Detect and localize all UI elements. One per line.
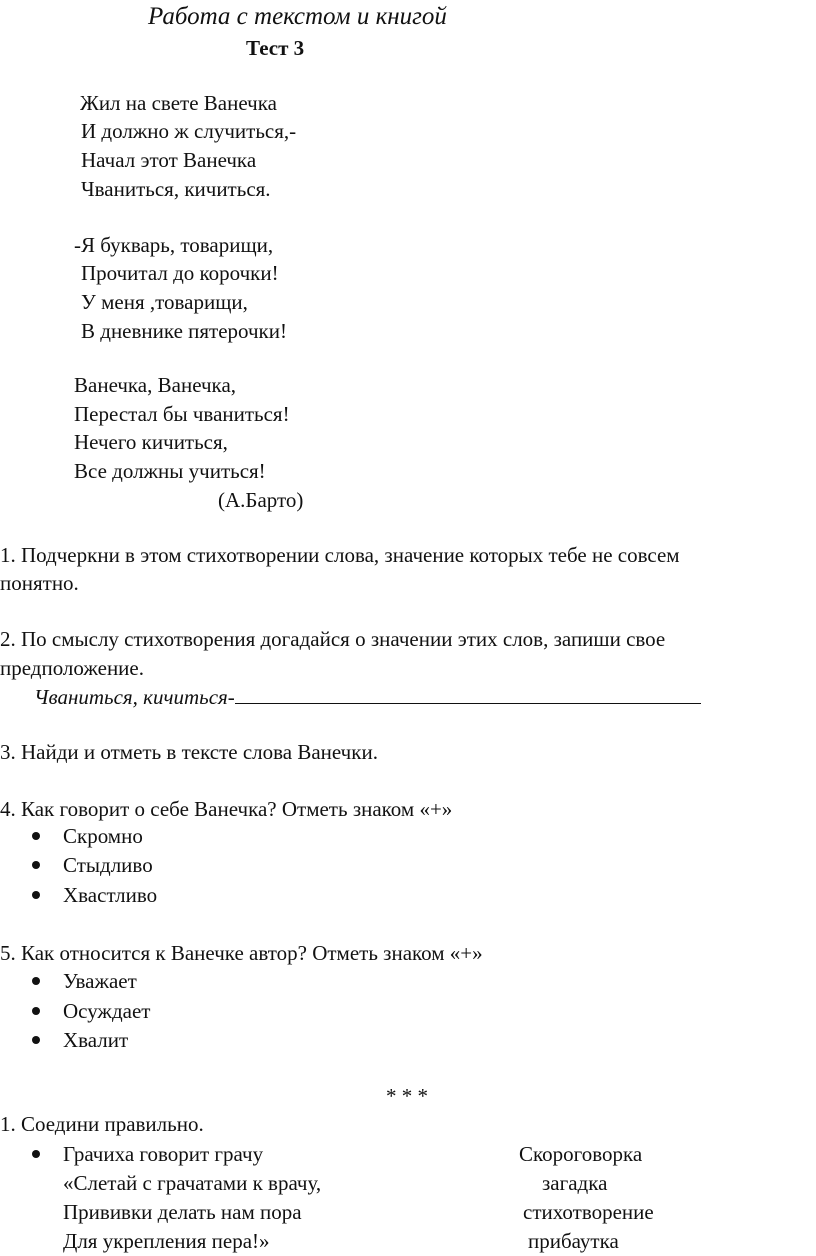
matching-right-item: прибаутка: [528, 1229, 619, 1253]
answer-blank-line[interactable]: [235, 685, 701, 704]
question-1: 1. Подчеркни в этом стихотворении слова, значение которых тебе не совсем: [0, 543, 680, 567]
test-number: Тест 3: [246, 36, 305, 60]
bullet-icon: [32, 977, 40, 985]
bullet-icon: [32, 861, 40, 869]
question-1-continued: понятно.: [0, 571, 79, 595]
question-4: 4. Как говорит о себе Ванечка? Отметь знаком «+»: [0, 797, 453, 821]
option-item: Скромно: [63, 824, 143, 848]
matching-left-line: Прививки делать нам пора: [63, 1200, 302, 1224]
option-item: Хвастливо: [63, 883, 158, 907]
section-separator: * * *: [386, 1084, 428, 1108]
poem-line: Перестал бы чваниться!: [74, 402, 290, 426]
poem-line: В дневнике пятерочки!: [81, 319, 287, 343]
matching-right-item: загадка: [542, 1171, 608, 1195]
matching-right-item: стихотворение: [523, 1200, 654, 1224]
page-title: Работа с текстом и книгой: [148, 3, 447, 30]
bullet-icon: [32, 1150, 40, 1158]
answer-prompt: Чваниться, кичиться-: [34, 685, 235, 709]
poem-author: (А.Барто): [218, 488, 304, 512]
poem-line: Ванечка, Ванечка,: [74, 373, 237, 397]
matching-left-line: Грачиха говорит грачу: [63, 1142, 264, 1166]
question-2: 2. По смыслу стихотворения догадайся о значении этих слов, запиши свое: [0, 627, 666, 651]
answer-row: [34, 683, 701, 712]
poem-line: Жил на свете Ванечка: [80, 91, 277, 115]
poem-line: У меня ,товарищи,: [81, 290, 248, 314]
matching-left-line: «Слетай с грачатами к врачу,: [63, 1171, 322, 1195]
section-2-question-1: 1. Соедини правильно.: [0, 1112, 204, 1136]
bullet-icon: [32, 1036, 40, 1044]
question-3: 3. Найди и отметь в тексте слова Ванечки.: [0, 740, 378, 764]
poem-line: Чваниться, кичиться.: [81, 177, 271, 201]
option-item: Хвалит: [63, 1028, 129, 1052]
poem-line: Нечего кичиться,: [74, 430, 228, 454]
poem-line: Начал этот Ванечка: [81, 148, 257, 172]
matching-right-item: Скороговорка: [519, 1142, 643, 1166]
poem-line: Все должны учиться!: [74, 459, 266, 483]
option-item: Осуждает: [63, 999, 151, 1023]
bullet-icon: [32, 891, 40, 899]
poem-line: И должно ж случиться,-: [81, 119, 297, 143]
poem-line: Прочитал до корочки!: [81, 261, 279, 285]
question-2-continued: предположение.: [0, 656, 144, 680]
bullet-icon: [32, 1007, 40, 1015]
poem-line: -Я букварь, товарищи,: [74, 233, 274, 257]
bullet-icon: [32, 832, 40, 840]
option-item: Стыдливо: [63, 853, 153, 877]
option-item: Уважает: [63, 969, 137, 993]
matching-left-line: Для укрепления пера!»: [63, 1229, 270, 1253]
question-5: 5. Как относится к Ванечке автор? Отметь знаком «+»: [0, 941, 483, 965]
